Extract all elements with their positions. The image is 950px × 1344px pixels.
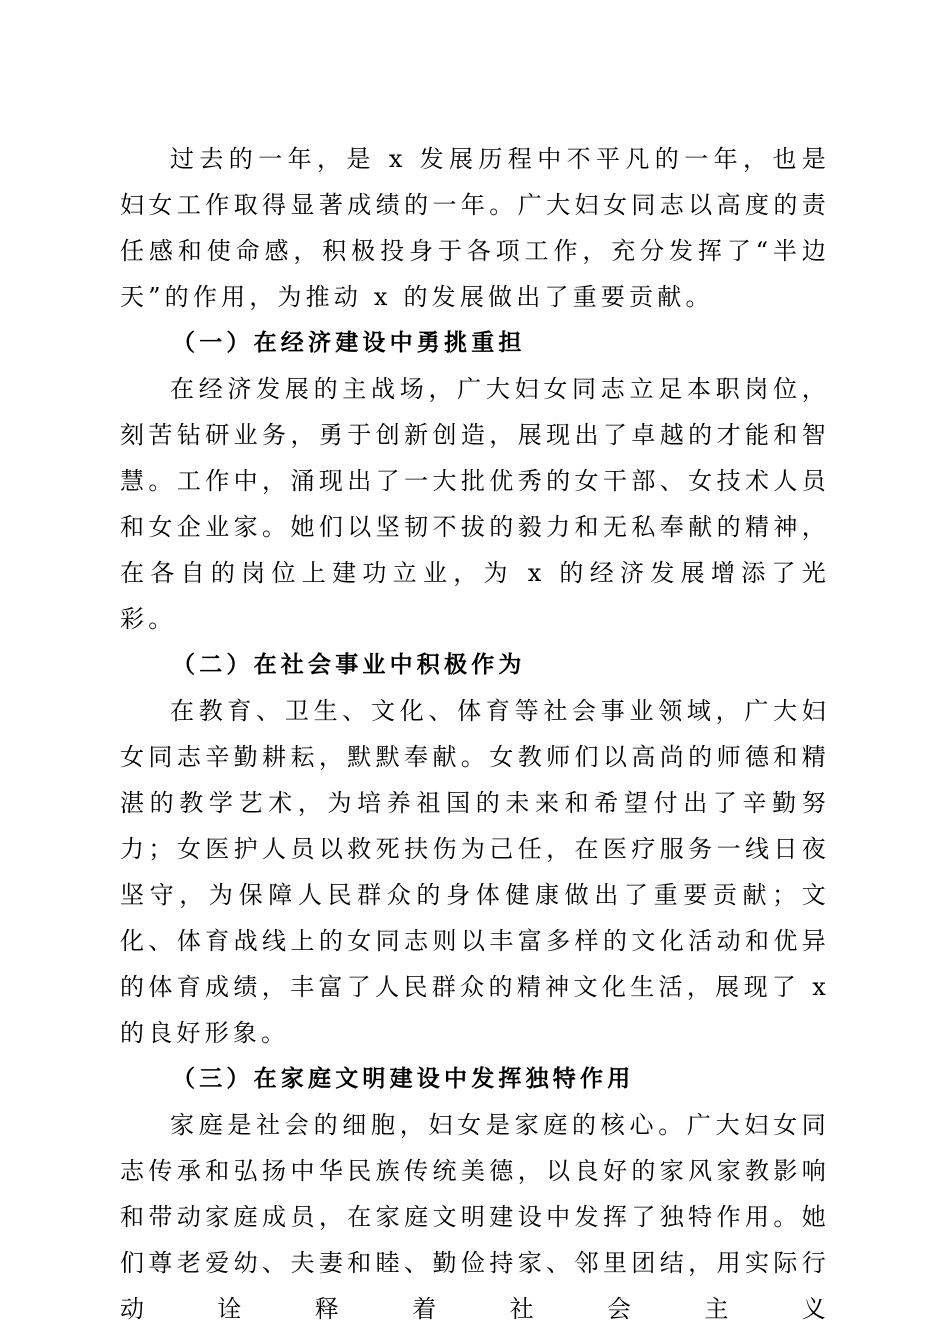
- document-body: [120, 136, 830, 1332]
- section-body-social: 在教育、卫生、文化、体育等社会事业领域，广大妇女同志辛勤耕耘，默默奉献。女教师们以高尚的师德和精湛的教学艺术，为培养祖国的未来和希望付出了辛勤努力；女医护人员以救死扶伤为己任，在医疗服务一线日夜坚守，为保障人民群众的身体健康做出了重要贡献；文化、体育战线上的女同志则以丰富多样的文化活动和优异的体育成绩，丰富了人民群众的精神文化生活，展现了 x 的良好形象。: [120, 697, 830, 1047]
- section-body-family: 家庭是社会的细胞，妇女是家庭的核心。广大妇女同志传承和弘扬中华民族传统美德，以良好的家风家教影响和带动家庭成员，在家庭文明建设中发挥了独特作用。她们尊老爱幼、夫妻和睦、勤俭持家、邻里团结，用实际行动诠释着社会主义: [120, 1111, 830, 1323]
- section-heading-social: （二）在社会事业中积极作为: [172, 652, 526, 678]
- intro-paragraph: 过去的一年，是 x 发展历程中不平凡的一年，也是妇女工作取得显著成绩的一年。广大妇女同志以高度的责任感和使命感，积极投身于各项工作，充分发挥了“半边天”的作用，为推动 x 的发展做出了重要贡献。: [120, 145, 830, 311]
- section-heading-economy: （一）在经济建设中勇挑重担: [172, 330, 526, 356]
- section-body-economy: 在经济发展的主战场，广大妇女同志立足本职岗位，刻苦钻研业务，勇于创新创造，展现出了卓越的才能和智慧。工作中，涌现出了一大批优秀的女干部、女技术人员和女企业家。她们以坚韧不拔的毅力和无私奉献的精神，在各自的岗位上建功立业，为 x 的经济发展增添了光彩。: [120, 375, 830, 633]
- section-heading-family: （三）在家庭文明建设中发挥独特作用: [172, 1066, 635, 1092]
